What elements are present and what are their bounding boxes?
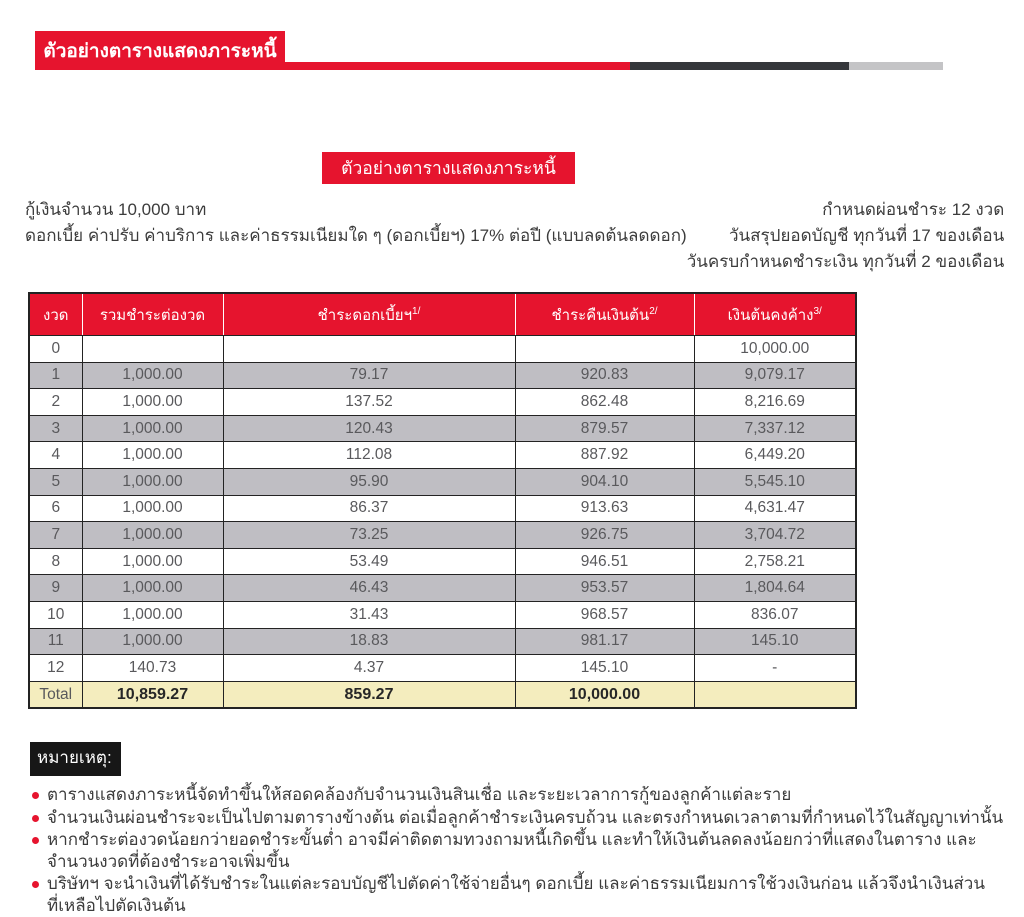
table-row [29,442,856,469]
table-row [29,655,856,682]
top-banner-title-box [35,31,285,70]
table-cell: 145.10 [515,655,694,682]
table-cell: 1,000.00 [82,548,223,575]
note-line: บริษัทฯ จะนำเงินที่ได้รับชำระในแต่ละรอบบัญชีไปตัดค่าใช้จ่ายอื่นๆ ดอกเบี้ย และค่าธรรมเนียมการใช้วงเงินก่อน แล้วจึงนำเงินส่วน [47,874,985,893]
note-text [47,873,985,916]
table-cell: 9,079.17 [694,362,856,389]
table-cell: 968.57 [515,601,694,628]
table-cell: 0 [29,336,82,363]
table-cell [223,336,515,363]
column-header-superscript: 1/ [412,305,421,317]
total-value-cell: 10,859.27 [82,681,223,708]
column-header-superscript: 2/ [649,305,658,317]
table-cell: 1 [29,362,82,389]
column-header: งวด [29,293,82,336]
table-cell: 926.75 [515,522,694,549]
table-cell: 53.49 [223,548,515,575]
table-row [29,601,856,628]
note-item [30,784,1015,806]
table-cell: 1,000.00 [82,389,223,416]
loan-info-right [687,197,1005,275]
table-cell: 79.17 [223,362,515,389]
table-row [29,336,856,363]
table-cell: 10 [29,601,82,628]
table-cell: 879.57 [515,415,694,442]
table-row [29,362,856,389]
note-item [30,873,1015,916]
loan-info-line: กู้เงินจำนวน 10,000 บาท [25,200,207,219]
loan-info-line: กำหนดผ่อนชำระ 12 งวด [822,200,1005,219]
total-value-cell: 859.27 [223,681,515,708]
table-cell: 7,337.12 [694,415,856,442]
table-row [29,522,856,549]
bullet-icon [32,881,39,888]
note-line: จำนวนงวดที่ต้องชำระอาจเพิ่มขึ้น [47,851,290,871]
table-row [29,389,856,416]
banner-bar-light-segment [849,62,943,70]
table-cell: 887.92 [515,442,694,469]
bullet-icon [32,837,39,844]
top-banner-title: ตัวอย่างตารางแสดงภาระหนี้ [43,40,277,62]
table-cell: 1,804.64 [694,575,856,602]
notes-section [30,742,1015,917]
table-header-row [29,293,856,336]
note-text [47,807,1003,829]
note-text [47,829,977,872]
table-cell: 11 [29,628,82,655]
table-cell: 140.73 [82,655,223,682]
banner-bar-dark-segment [630,62,849,70]
note-line: จำนวนเงินผ่อนชำระจะเป็นไปตามตารางข้างต้น ต่อเมื่อลูกค้าชำระเงินครบถ้วน และตรงกำหนดเวลาตามที่กำหนดไว้ในสัญญาเท่านั้น [47,807,1004,827]
table-cell: 981.17 [515,628,694,655]
total-label-cell: Total [29,681,82,708]
table-cell: 5 [29,468,82,495]
table-cell: 46.43 [223,575,515,602]
table-cell: 1,000.00 [82,601,223,628]
table-cell: 2,758.21 [694,548,856,575]
table-cell [82,336,223,363]
table-row [29,575,856,602]
table-cell: 18.83 [223,628,515,655]
table-cell: 953.57 [515,575,694,602]
table-cell: 1,000.00 [82,468,223,495]
table-cell: 6,449.20 [694,442,856,469]
table-cell: 12 [29,655,82,682]
table-cell: 31.43 [223,601,515,628]
loan-info-line: วันครบกำหนดชำระเงิน ทุกวันที่ 2 ของเดือน [686,252,1005,271]
table-cell: 73.25 [223,522,515,549]
table-cell: 1,000.00 [82,522,223,549]
table-cell [515,336,694,363]
table-cell: 836.07 [694,601,856,628]
table-cell: 95.90 [223,468,515,495]
table-cell: 1,000.00 [82,415,223,442]
loan-info-line: วันสรุปยอดบัญชี ทุกวันที่ 17 ของเดือน [729,226,1005,245]
bullet-icon [32,792,39,799]
column-header-superscript: 3/ [813,305,822,317]
column-header: ชำระคืนเงินต้น$^{2/}$ [515,293,694,336]
table-cell: 145.10 [694,628,856,655]
table-cell: 137.52 [223,389,515,416]
table-cell: 1,000.00 [82,495,223,522]
table-cell: 3 [29,415,82,442]
total-value-cell [694,681,856,708]
table-cell: 112.08 [223,442,515,469]
table-cell: 1,000.00 [82,362,223,389]
loan-info-left [25,197,687,275]
table-row [29,415,856,442]
table-cell: - [694,655,856,682]
table-cell: 7 [29,522,82,549]
table-cell: 120.43 [223,415,515,442]
table-cell: 9 [29,575,82,602]
table-cell: 10,000.00 [694,336,856,363]
column-header: เงินต้นคงค้าง$^{3/}$ [694,293,856,336]
table-row [29,468,856,495]
table-row [29,495,856,522]
loan-info-line: ดอกเบี้ย ค่าปรับ ค่าบริการ และค่าธรรมเนียมใด ๆ (ดอกเบี้ยฯ) 17% ต่อปี (แบบลดต้นลดดอก) [25,226,687,245]
table-cell: 4.37 [223,655,515,682]
table-cell: 913.63 [515,495,694,522]
table-cell: 4 [29,442,82,469]
table-cell: 5,545.10 [694,468,856,495]
table-cell: 904.10 [515,468,694,495]
notes-heading [30,742,121,776]
table-cell: 8,216.69 [694,389,856,416]
note-line: ที่เหลือไปตัดเงินต้น [47,895,186,915]
table-total-row [29,681,856,708]
table-cell: 2 [29,389,82,416]
section-title: ตัวอย่างตารางแสดงภาระหนี้ [341,158,556,178]
section-title-box [322,152,575,184]
bullet-icon [32,815,39,822]
debt-schedule-table [28,292,857,709]
column-header: รวมชำระต่องวด [82,293,223,336]
table-cell: 862.48 [515,389,694,416]
table-cell: 86.37 [223,495,515,522]
table-cell: 1,000.00 [82,442,223,469]
table-cell: 4,631.47 [694,495,856,522]
table-cell: 1,000.00 [82,628,223,655]
table-cell: 6 [29,495,82,522]
table-cell: 8 [29,548,82,575]
column-header: ชำระดอกเบี้ยฯ$^{1/}$ [223,293,515,336]
total-value-cell: 10,000.00 [515,681,694,708]
banner-bar-red-segment [285,62,630,70]
note-line: ตารางแสดงภาระหนี้จัดทำขึ้นให้สอดคล้องกับจำนวนเงินสินเชื่อ และระยะเวลาการกู้ของลูกค้าแต่ละราย [47,785,792,804]
note-text [47,784,791,806]
table-cell: 920.83 [515,362,694,389]
table-cell: 3,704.72 [694,522,856,549]
table-cell: 946.51 [515,548,694,575]
note-item [30,807,1015,829]
table-cell: 1,000.00 [82,575,223,602]
notes-heading-label: หมายเหตุ: [37,748,112,767]
table-row [29,548,856,575]
table-row [29,628,856,655]
note-line: หากชำระต่องวดน้อยกว่ายอดชำระขั้นต่ำ อาจมีค่าติดตามทวงถามหนี้เกิดขึ้น และทำให้เงินต้นลดลงน้อยกว่าที่แสดงในตาราง และ [47,830,977,849]
notes-list [30,784,1015,916]
note-item [30,829,1015,872]
loan-info [25,197,1005,275]
